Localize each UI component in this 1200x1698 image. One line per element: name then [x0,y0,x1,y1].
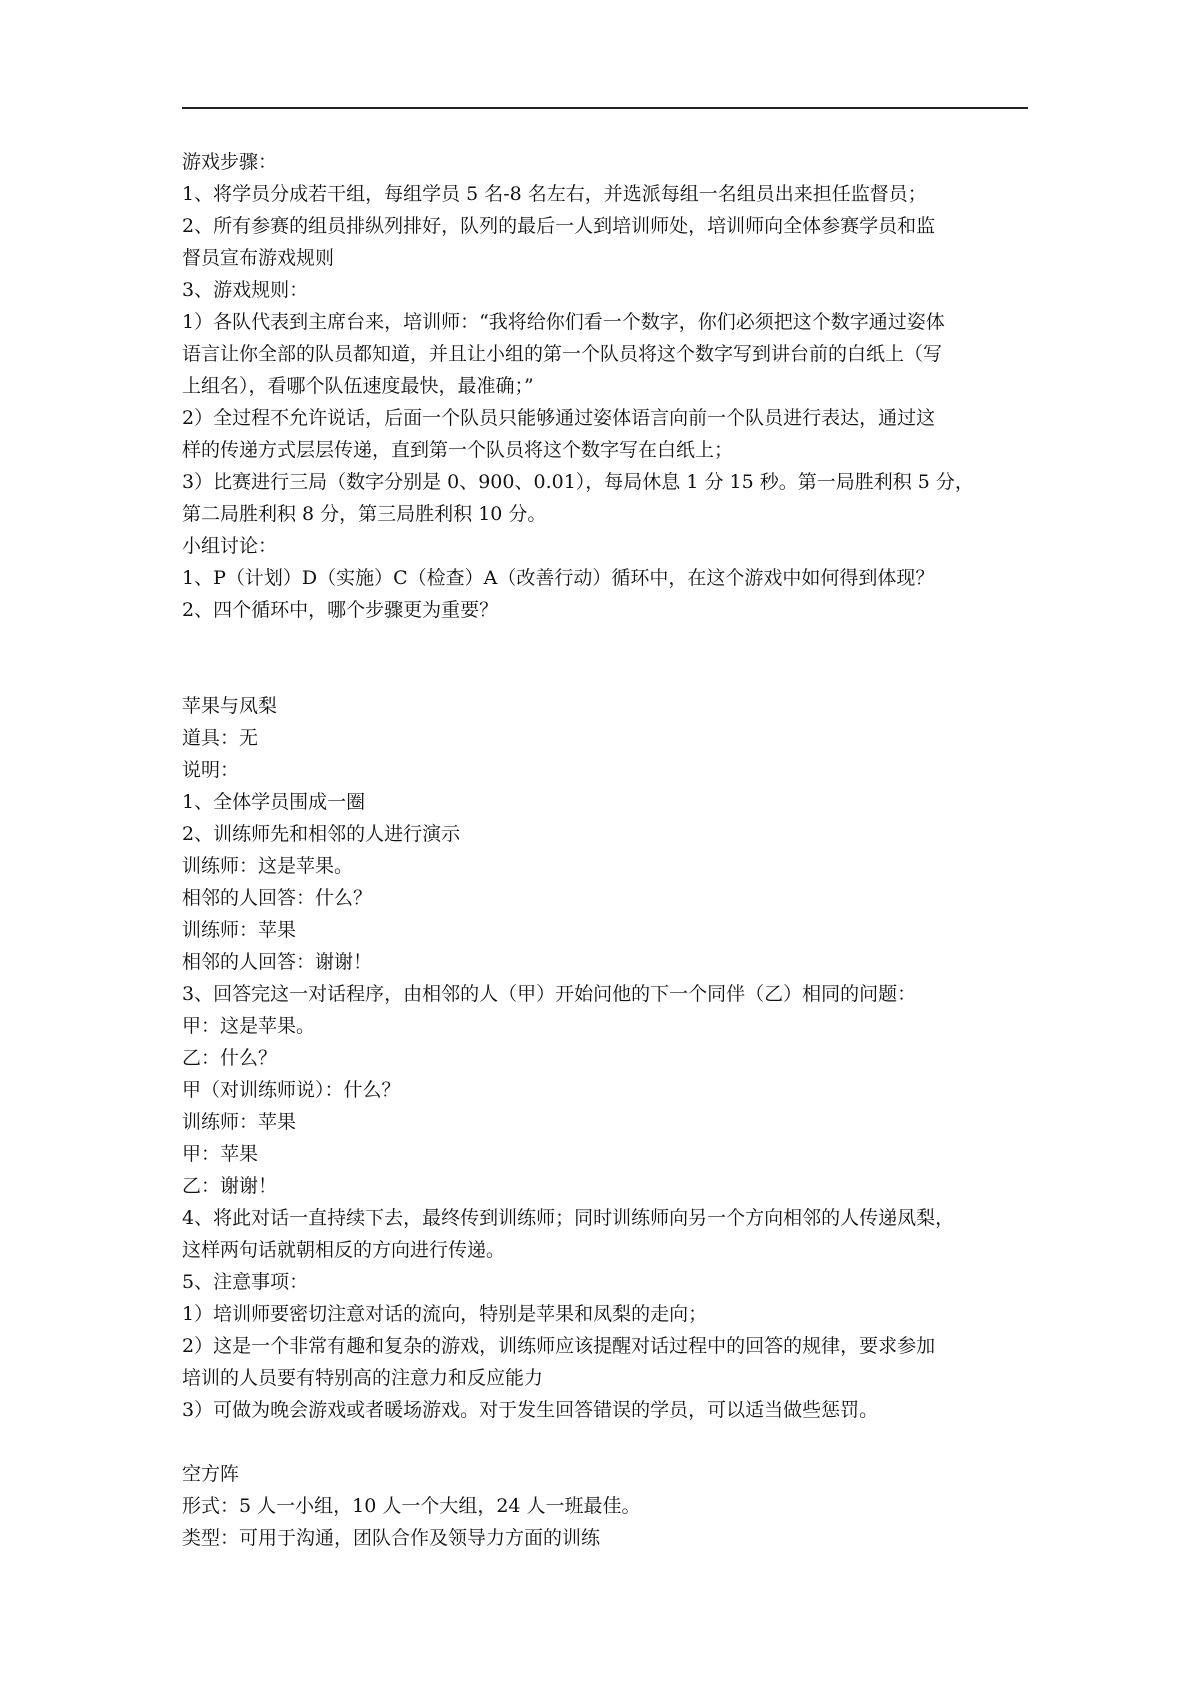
section-title-apple-pineapple: 苹果与凤梨 [182,695,278,717]
description-line: 培训的人员要有特别高的注意力和反应能力 [182,1367,544,1389]
type-line: 类型：可用于沟通，团队合作及领导力方面的训练 [182,1527,601,1549]
description-line: 甲：这是苹果。 [182,1015,316,1037]
rule-line: 第二局胜利积 8 分，第三局胜利积 10 分。 [182,503,547,525]
description-line: 这样两句话就朝相反的方向进行传递。 [182,1239,506,1261]
description-line: 甲：苹果 [182,1143,259,1165]
step-line: 1、将学员分成若干组，每组学员 5 名-8 名左右，并选派每组一名组员出来担任监督员； [182,183,927,205]
description-line: 乙：谢谢！ [182,1175,278,1197]
section-title-empty-square: 空方阵 [182,1463,240,1485]
discussion-heading: 小组讨论： [182,535,278,557]
rule-line: 1）各队代表到主席台来，培训师：“我将给你们看一个数字，你们必须把这个数字通过姿体 [182,311,945,333]
rule-line: 上组名），看哪个队伍速度最快，最准确；” [182,375,534,397]
rule-line: 语言让你全部的队员都知道，并且让小组的第一个队员将这个数字写到讲台前的白纸上（写 [182,343,943,365]
description-line: 训练师：苹果 [182,1111,297,1133]
discussion-line: 1、P（计划）D（实施）C（检查）A（改善行动）循环中，在这个游戏中如何得到体现？ [182,567,935,589]
description-line: 1）培训师要密切注意对话的流向，特别是苹果和凤梨的走向； [182,1303,708,1325]
step-line: 2、所有参赛的组员排纵列排好，队列的最后一人到培训师处，培训师向全体参赛学员和监 [182,215,936,237]
document-body [182,146,1028,1554]
rule-line: 样的传递方式层层传递，直到第一个队员将这个数字写在白纸上； [182,439,734,461]
rules-heading: 3、游戏规则： [182,279,309,301]
description-line: 1、全体学员围成一圈 [182,791,366,813]
description-line: 2、训练师先和相邻的人进行演示 [182,823,461,845]
description-line: 训练师：这是苹果。 [182,855,354,877]
rule-line: 3）比赛进行三局（数字分别是 0、900、0.01），每局休息 1 分 15 秒。第一局胜利积 5 分， [182,471,974,493]
description-line: 2）这是一个非常有趣和复杂的游戏，训练师应该提醒对话过程中的回答的规律，要求参加 [182,1335,936,1357]
description-line: 相邻的人回答：什么？ [182,887,373,909]
format-line: 形式：5 人一小组，10 人一个大组，24 人一班最佳。 [182,1495,641,1517]
header-rule [182,107,1028,109]
steps-heading: 游戏步骤： [182,151,278,173]
props-line: 道具：无 [182,727,259,749]
description-line: 甲（对训练师说）：什么？ [182,1079,401,1101]
description-line: 4、将此对话一直持续下去，最终传到训练师；同时训练师向另一个方向相邻的人传递凤梨， [182,1207,955,1229]
description-line: 训练师：苹果 [182,919,297,941]
description-line: 5、注意事项： [182,1271,309,1293]
description-heading: 说明： [182,759,240,781]
step-line: 督员宣布游戏规则 [182,247,335,269]
description-line: 相邻的人回答：谢谢！ [182,951,373,973]
description-line: 3、回答完这一对话程序，由相邻的人（甲）开始问他的下一个同伴（乙）相同的问题： [182,983,917,1005]
discussion-line: 2、四个循环中，哪个步骤更为重要？ [182,599,499,621]
description-line: 乙：什么？ [182,1047,278,1069]
rule-line: 2）全过程不允许说话，后面一个队员只能够通过姿体语言向前一个队员进行表达，通过这 [182,407,936,429]
description-line: 3）可做为晚会游戏或者暖场游戏。对于发生回答错误的学员，可以适当做些惩罚。 [182,1399,879,1421]
